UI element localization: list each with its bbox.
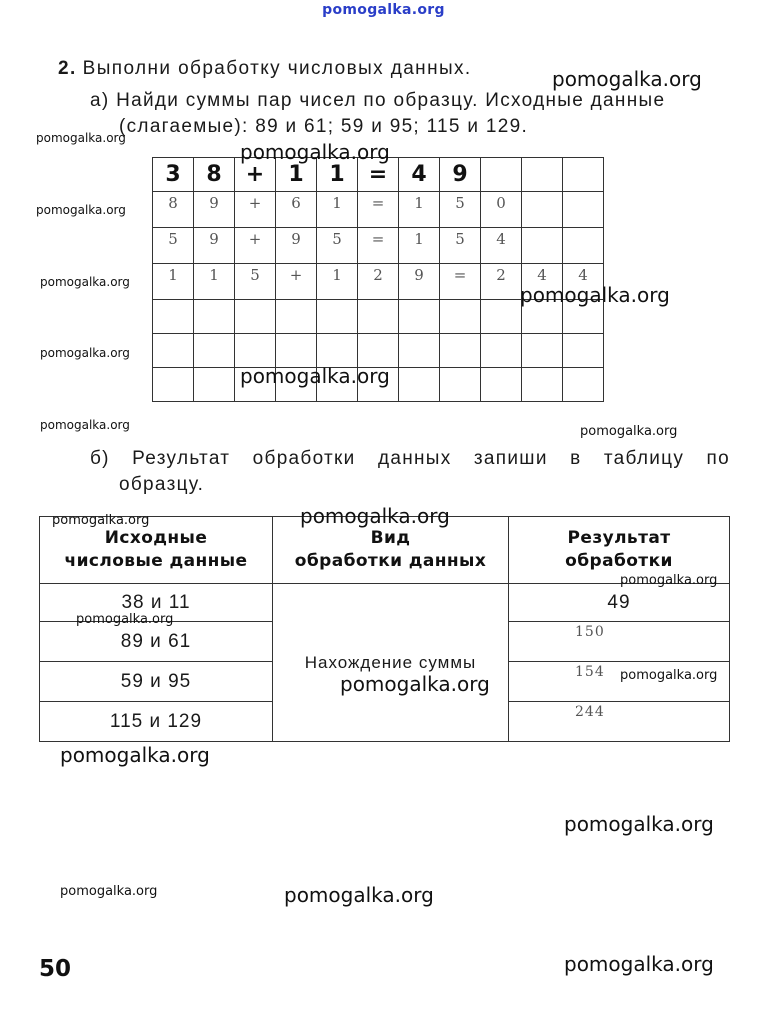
watermark: pomogalka.org [564,952,714,976]
grid-cell: 2 [358,264,399,300]
grid-cell: 1 [317,264,358,300]
part-b-word: таблицу [603,448,685,469]
part-a-label: а) [90,90,110,111]
watermark: pomogalka.org [300,504,450,528]
watermark: pomogalka.org [564,812,714,836]
grid-cell [481,368,522,402]
grid-cell: 6 [276,192,317,228]
page-number: 50 [39,956,72,982]
grid-cell [153,334,194,368]
processing-type-cell: Нахождение суммы [273,584,509,742]
result-cell: 49 [509,584,730,622]
grid-cell [358,300,399,334]
grid-cell [399,334,440,368]
grid-cell: 4 [563,264,604,300]
grid-cell: + [235,158,276,192]
grid-cell [440,334,481,368]
grid-cell: 5 [440,228,481,264]
grid-cell: + [276,264,317,300]
watermark: pomogalka.org [36,131,126,145]
watermark: pomogalka.org [580,424,678,439]
grid-cell [563,334,604,368]
part-b-line1 [90,446,730,472]
grid-cell [276,334,317,368]
watermark: pomogalka.org [76,612,174,627]
header-type-line1: Вид [370,528,411,548]
grid-handwritten-row [153,228,604,264]
grid-cell: 9 [440,158,481,192]
grid-cell [563,228,604,264]
part-b-word: в [570,448,582,469]
grid-cell: 9 [194,192,235,228]
watermark: pomogalka.org [620,668,718,683]
grid-cell [563,158,604,192]
grid-cell [563,368,604,402]
watermark: pomogalka.org [240,140,390,164]
grid-cell: 5 [235,264,276,300]
watermark: pomogalka.org [620,573,718,588]
grid-cell [522,192,563,228]
header-result-line1: Результат [567,528,671,548]
watermark: pomogalka.org [40,346,130,360]
part-b-label: б) [90,448,110,469]
grid-cell [522,228,563,264]
grid-cell: 1 [276,158,317,192]
grid-cell [522,334,563,368]
grid-cell: 9 [276,228,317,264]
grid-cell: = [358,158,399,192]
grid-cell: 0 [481,192,522,228]
grid-cell [522,158,563,192]
grid-cell: 8 [194,158,235,192]
grid-cell [194,334,235,368]
grid-cell: 9 [194,228,235,264]
grid-cell [481,158,522,192]
watermark: pomogalka.org [60,884,158,899]
grid-cell [563,192,604,228]
grid-empty-row [153,334,604,368]
grid-cell: + [235,228,276,264]
grid-cell [481,334,522,368]
grid-cell: 1 [399,228,440,264]
grid-cell: 8 [153,192,194,228]
grid-cell: 1 [153,264,194,300]
grid-cell [358,334,399,368]
grid-cell [235,300,276,334]
result-table [39,516,730,742]
grid-cell: 3 [153,158,194,192]
grid-cell [317,334,358,368]
grid-cell [235,334,276,368]
grid-cell: 2 [481,264,522,300]
grid-cell: 1 [399,192,440,228]
grid-cell [440,300,481,334]
grid-cell [153,368,194,402]
header-source-line2: числовые данные [64,551,248,571]
grid-cell [399,368,440,402]
source-cell: 115 и 129 [40,702,273,742]
part-b-line2: образцу. [119,474,205,495]
grid-cell [194,368,235,402]
grid-cell [440,368,481,402]
result-cell-handwritten: 150 [509,622,730,662]
grid-cell: 1 [194,264,235,300]
part-b-word: обработки [252,448,356,469]
task-number: 2. [58,58,77,79]
header-source-line1: Исходные [104,528,208,548]
part-b-word: Результат [132,448,231,469]
part-a-line2: (слагаемые): 89 и 61; 59 и 95; 115 и 129. [119,116,529,137]
grid-cell: 4 [399,158,440,192]
task-title-text: Выполни обработку числовых данных. [82,58,472,79]
grid-cell [522,368,563,402]
watermark: pomogalka.org [40,275,130,289]
grid-cell: 1 [317,192,358,228]
result-cell-handwritten: 154 [509,662,730,702]
task-title [58,58,472,80]
header-type-line2: обработки данных [294,551,487,571]
grid-cell [399,300,440,334]
grid-cell [276,300,317,334]
grid-cell: 5 [153,228,194,264]
part-a-line1: Найди суммы пар чисел по образцу. Исходные данные [116,90,666,111]
grid-cell [481,300,522,334]
header-watermark: pomogalka.org [322,2,445,18]
grid-cell: = [358,192,399,228]
grid-cell: 5 [440,192,481,228]
part-b-word: данных [377,448,452,469]
result-cell-handwritten: 244 [509,702,730,742]
grid-cell: + [235,192,276,228]
watermark: pomogalka.org [552,67,702,91]
source-cell: 59 и 95 [40,662,273,702]
grid-cell [153,300,194,334]
part-b-word: запиши [473,448,548,469]
watermark: pomogalka.org [40,418,130,432]
watermark: pomogalka.org [340,672,490,696]
watermark: pomogalka.org [60,743,210,767]
watermark: pomogalka.org [52,513,150,528]
part-b-text [90,446,730,498]
grid-cell [317,300,358,334]
grid-cell: 5 [317,228,358,264]
part-a-text [90,88,730,140]
source-cell: 38 и 11 [40,584,273,622]
grid-cell: 9 [399,264,440,300]
watermark: pomogalka.org [36,203,126,217]
grid-cell: 1 [317,158,358,192]
grid-cell: = [358,228,399,264]
grid-cell: = [440,264,481,300]
watermark: pomogalka.org [240,364,390,388]
grid-handwritten-row [153,192,604,228]
watermark: pomogalka.org [520,283,670,307]
watermark: pomogalka.org [284,883,434,907]
grid-cell: 4 [481,228,522,264]
header-result-line2: обработки [565,551,673,571]
grid-cell: 4 [522,264,563,300]
part-b-word: по [706,448,730,469]
source-cell: 89 и 61 [40,622,273,662]
grid-cell [194,300,235,334]
